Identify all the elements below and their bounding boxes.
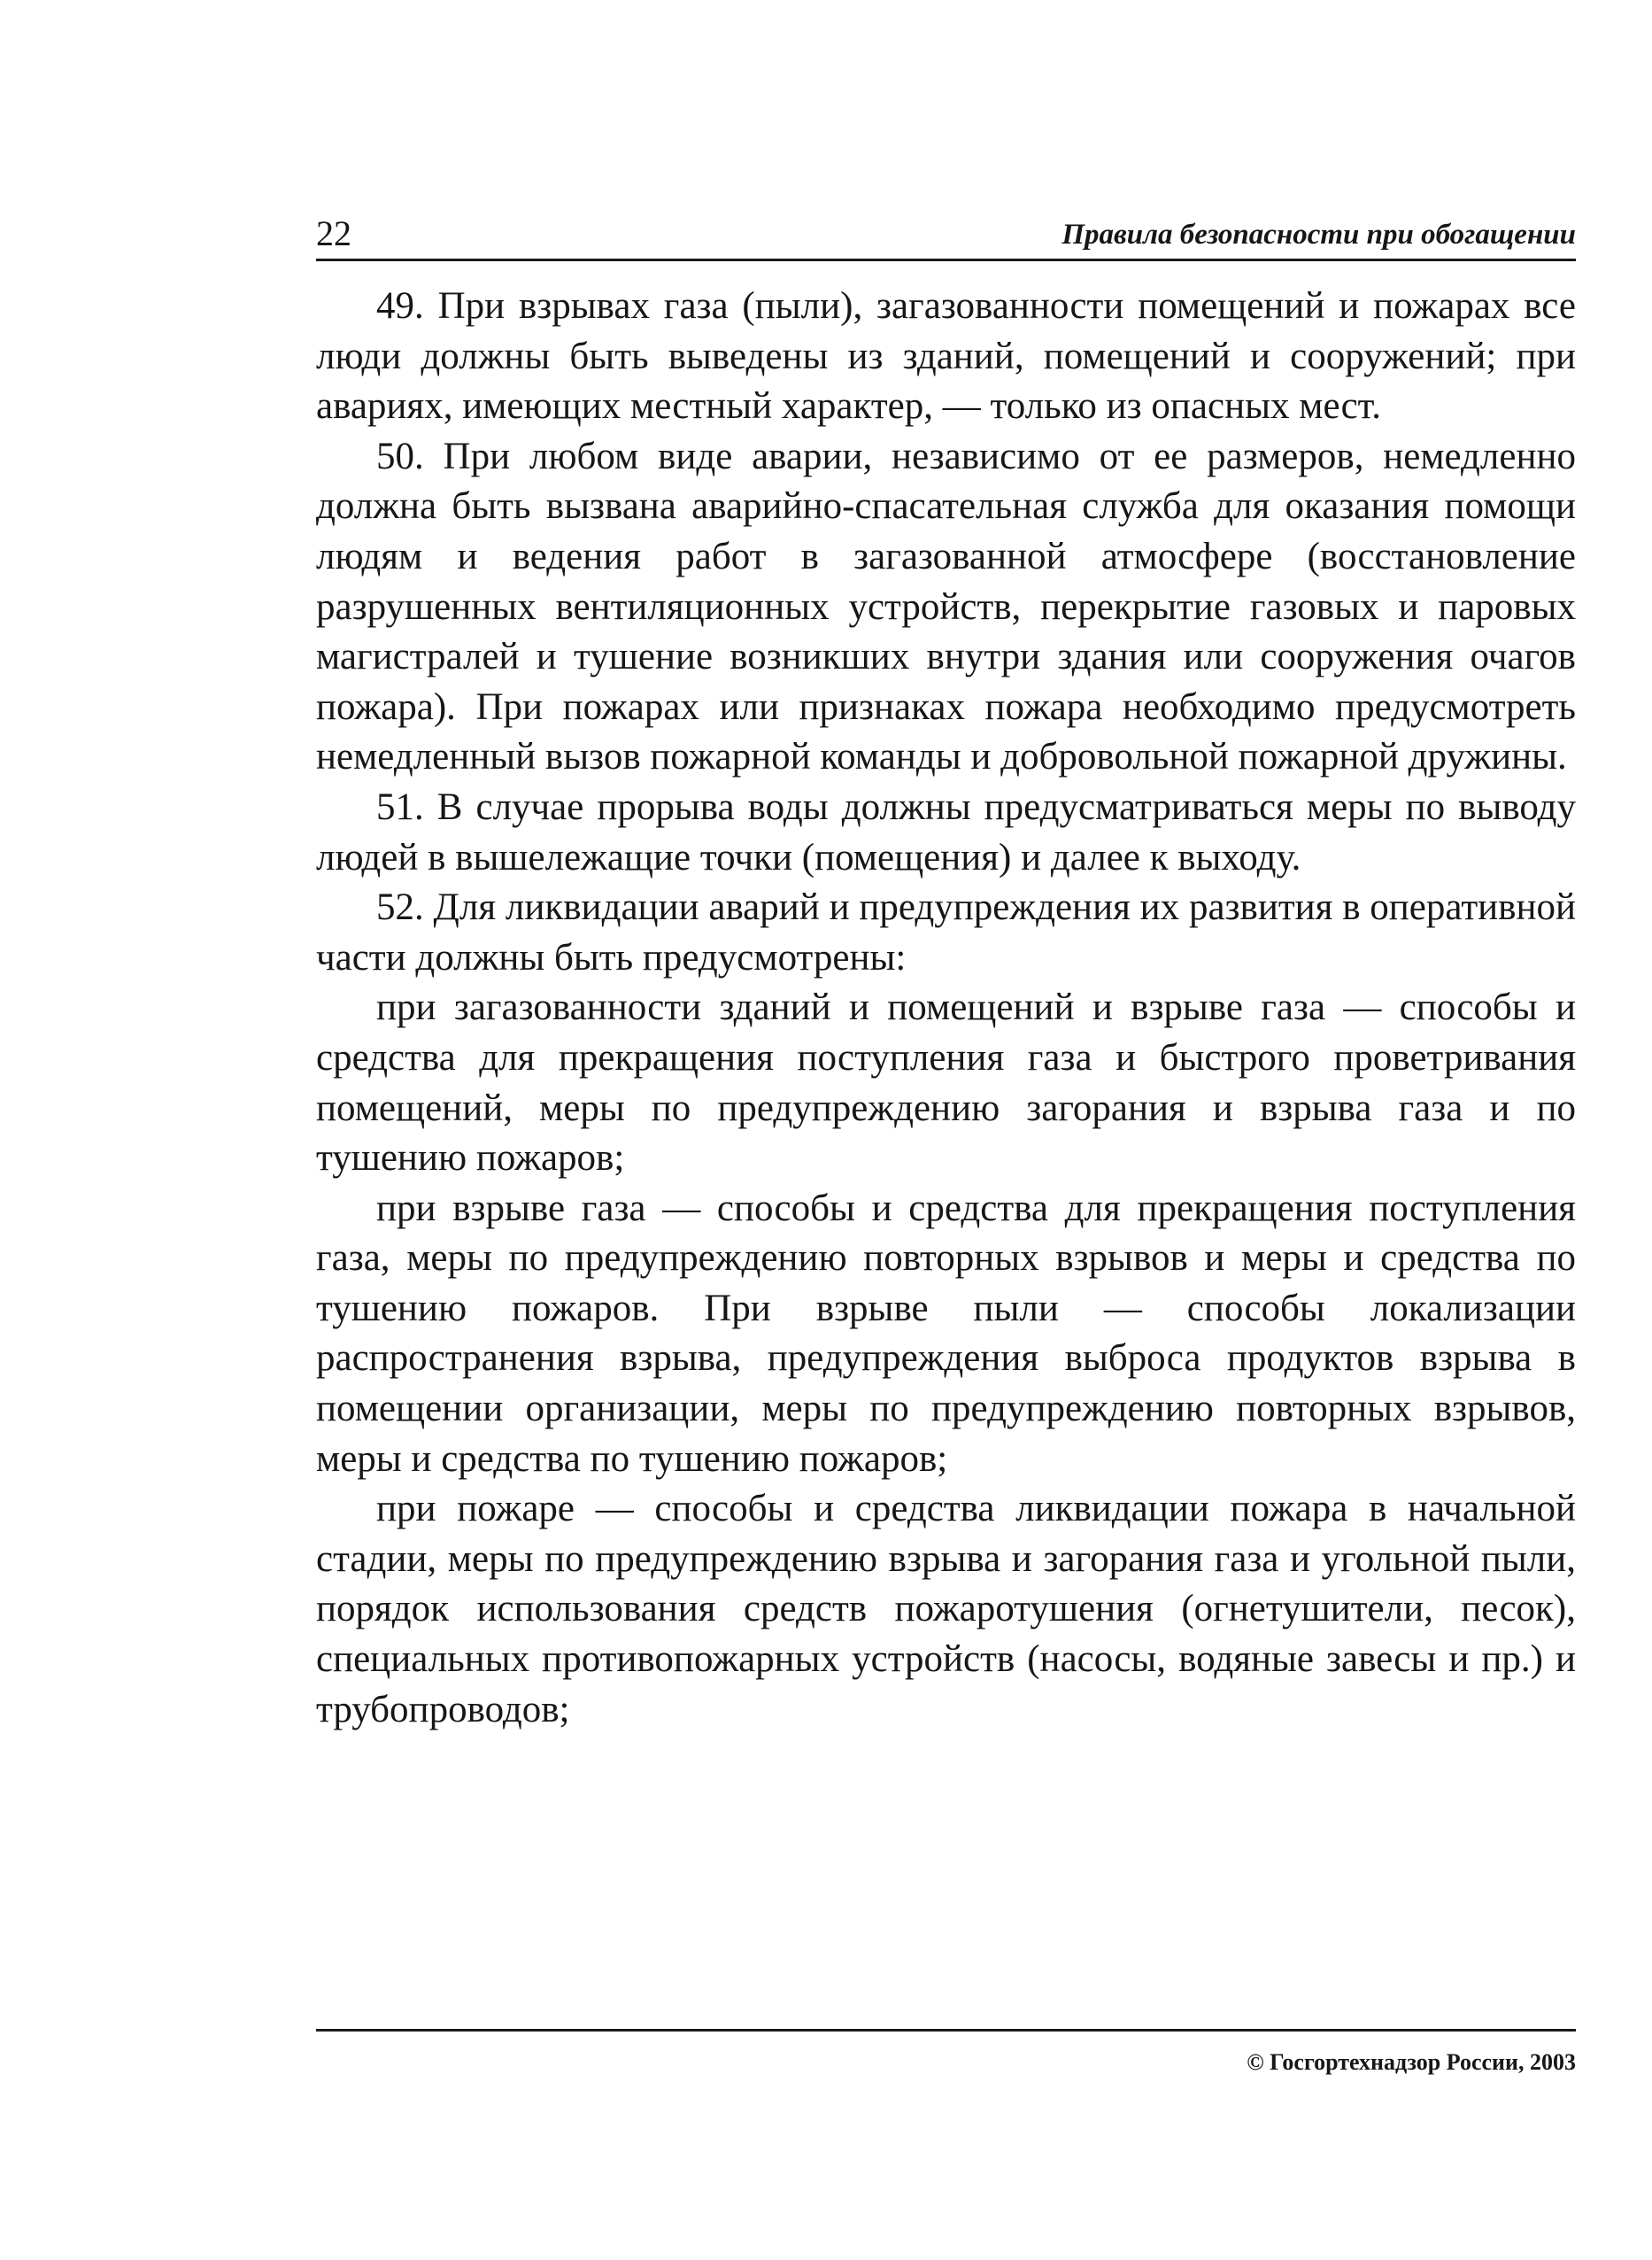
paragraph-52-gas-contamination: при загазованности зданий и помещений и взрыве газа — способы и средства для прекращения поступления газа и быстрого проветривания помещений, меры по предупреждению загорания и взрыва газа и по тушению пожаров; xyxy=(316,987,1576,1180)
paragraph-52-fire: при пожаре — способы и средства ликвидации пожара в начальной стадии, меры по предупреждению взрыва и загорания газа и угольной пыли, порядок использования средств пожаротушения (огнетушители, песок), специальных противопожарных устройств (насосы, водяные завесы и пр.) и трубопроводов; xyxy=(316,1488,1576,1730)
running-title: Правила безопасности при обогащении xyxy=(1061,219,1576,251)
page-number: 22 xyxy=(316,213,351,253)
footer-rule xyxy=(316,2029,1576,2032)
paragraph-49: 49. При взрывах газа (пыли), загазованности помещений и пожарах все люди должны быть выведены из зданий, помещений и сооружений; при авариях, имеющих местный характер, — только из опасных мест. xyxy=(316,285,1576,428)
paragraph-51: 51. В случае прорыва воды должны предусматриваться меры по выводу людей в вышележащие точки (помещения) и далее к выходу. xyxy=(316,786,1576,878)
body-text xyxy=(316,282,1576,1735)
page-header xyxy=(316,209,1576,259)
paragraph-52: 52. Для ликвидации аварий и предупреждения их развития в оперативной части должны быть предусмотрены: xyxy=(316,886,1576,979)
paragraph-50: 50. При любом виде аварии, независимо от ее размеров, немедленно должна быть вызвана аварийно-спасательная служба для оказания помощи людям и ведения работ в загазованной атмосфере (восстановление разрушенных вентиляционных устройств, перекрытие газовых и паровых магистралей и тушение возникших внутри здания или сооружения очагов пожара). При пожарах или признаках пожара необходимо предусмотреть немедленный вызов пожарной команды и добровольной пожарной дружины. xyxy=(316,435,1576,778)
footer-copyright: © Госгортехнадзор России, 2003 xyxy=(1247,2049,1576,2075)
header-rule xyxy=(316,259,1576,261)
paragraph-52-gas-explosion: при взрыве газа — способы и средства для прекращения поступления газа, меры по предупреждению повторных взрывов и меры и средства по тушению пожаров. При взрыве пыли — способы локализации распространения взрыва, предупреждения выброса продуктов взрыва в помещении организации, меры по предупреждению повторных взрывов, меры и средства по тушению пожаров; xyxy=(316,1187,1576,1480)
